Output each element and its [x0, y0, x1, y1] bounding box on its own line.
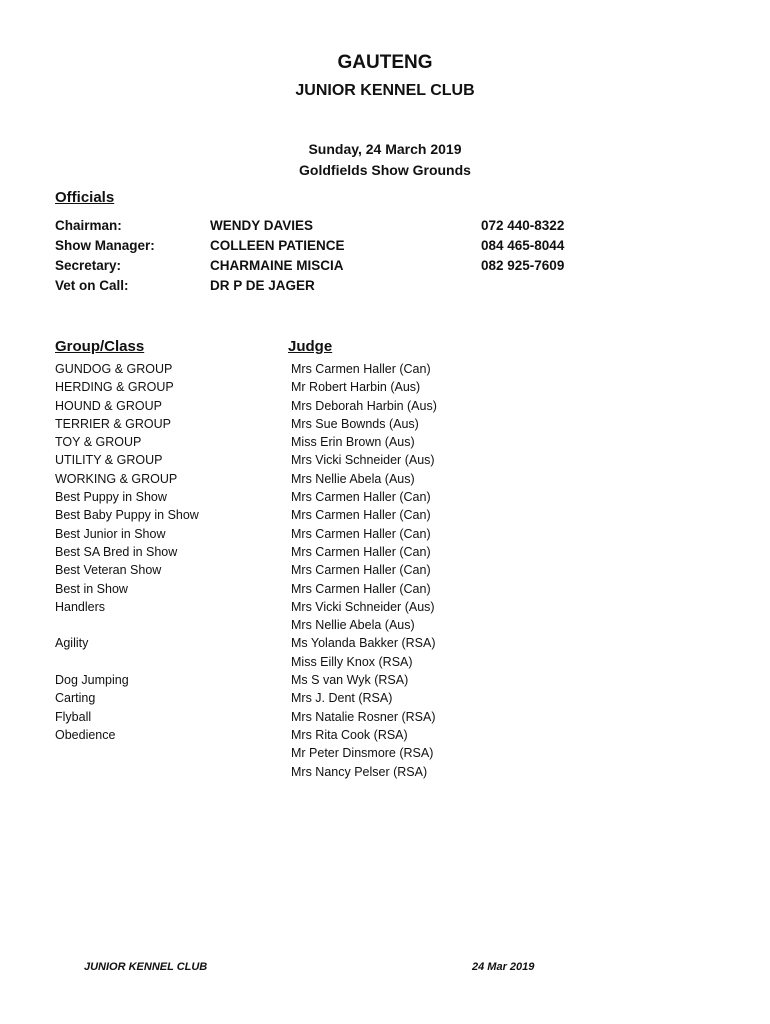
- judge-item: Miss Eilly Knox (RSA): [291, 654, 413, 669]
- group-class-item: Best SA Bred in Show: [55, 544, 178, 559]
- group-class-item: Agility: [55, 636, 89, 651]
- group-class-item: Best Puppy in Show: [55, 490, 167, 505]
- judge-item: Mrs Carmen Haller (Can): [291, 508, 431, 523]
- group-class-item: TERRIER & GROUP: [55, 416, 171, 431]
- official-row-secretary: [0, 258, 770, 278]
- judge-item: Mrs Nellie Abela (Aus): [291, 471, 415, 486]
- club-name: JUNIOR KENNEL CLUB: [295, 82, 475, 99]
- group-class-item: Best Veteran Show: [55, 563, 162, 578]
- group-class-item: HERDING & GROUP: [55, 380, 174, 395]
- judge-item: Mrs Vicki Schneider (Aus): [291, 453, 435, 468]
- official-role: Chairman:: [55, 218, 122, 233]
- judge-item: Mrs Carmen Haller (Can): [291, 544, 431, 559]
- group-class-item: Best Junior in Show: [55, 526, 166, 541]
- judge-item: Mrs J. Dent (RSA): [291, 691, 393, 706]
- official-role: Vet on Call:: [55, 278, 129, 293]
- judge-item: Mr Robert Harbin (Aus): [291, 380, 421, 395]
- official-row-show-manager: [0, 238, 770, 258]
- group-class-item: [55, 653, 199, 671]
- judge-item: Mrs Natalie Rosner (RSA): [291, 709, 436, 724]
- group-class-item: Handlers: [55, 599, 106, 614]
- event-date: Sunday, 24 March 2019: [308, 141, 462, 157]
- group-class-item: UTILITY & GROUP: [55, 453, 163, 468]
- footer-date: 24 Mar 2019: [472, 961, 535, 973]
- judge-item: Mrs Nellie Abela (Aus): [291, 618, 415, 633]
- group-class-item: Flyball: [55, 709, 92, 724]
- official-name: WENDY DAVIES: [210, 218, 314, 233]
- event-venue: Goldfields Show Grounds: [299, 162, 471, 178]
- judge-item: Miss Erin Brown (Aus): [291, 435, 415, 450]
- page-title: GAUTENG: [337, 52, 433, 73]
- official-name: COLLEEN PATIENCE: [210, 238, 345, 253]
- official-name: DR P DE JAGER: [210, 278, 315, 293]
- group-class-item: HOUND & GROUP: [55, 398, 162, 413]
- official-phone: 084 465-8044: [481, 238, 565, 253]
- group-class-item: GUNDOG & GROUP: [55, 362, 173, 376]
- group-class-item: TOY & GROUP: [55, 435, 142, 450]
- judge-item: Mrs Rita Cook (RSA): [291, 727, 408, 742]
- official-phone: 072 440-8322: [481, 218, 565, 233]
- group-class-item: Best Baby Puppy in Show: [55, 508, 199, 523]
- official-role: Secretary:: [55, 258, 122, 273]
- group-class-item: Obedience: [55, 727, 116, 742]
- group-class-item: Carting: [55, 691, 96, 706]
- group-class-item: [55, 616, 199, 634]
- judge-item: Mrs Carmen Haller (Can): [291, 563, 431, 578]
- official-name: CHARMAINE MISCIA: [210, 258, 344, 273]
- group-class-list: [55, 360, 199, 744]
- judge-item: Mrs Sue Bownds (Aus): [291, 416, 419, 431]
- judge-item: Mrs Nancy Pelser (RSA): [291, 764, 428, 779]
- judge-item: Mrs Vicki Schneider (Aus): [291, 599, 435, 614]
- judge-item: Mrs Carmen Haller (Can): [291, 526, 431, 541]
- officials-heading: Officials: [55, 189, 115, 206]
- judge-heading: Judge: [288, 338, 333, 355]
- group-class-heading: Group/Class: [55, 338, 145, 355]
- judge-item: Ms Yolanda Bakker (RSA): [291, 636, 436, 651]
- group-class-item: Dog Jumping: [55, 673, 129, 688]
- official-phone: 082 925-7609: [481, 258, 565, 273]
- official-row-vet: [0, 278, 770, 298]
- judge-item: Ms S van Wyk (RSA): [291, 673, 409, 688]
- judge-item: Mrs Carmen Haller (Can): [291, 581, 431, 596]
- judge-item: Mr Peter Dinsmore (RSA): [291, 746, 434, 761]
- judge-item: Mrs Carmen Haller (Can): [291, 490, 431, 505]
- official-row-chairman: [0, 218, 770, 238]
- official-role: Show Manager:: [55, 238, 155, 253]
- group-class-item: Best in Show: [55, 581, 128, 596]
- judge-item: Mrs Carmen Haller (Can): [291, 362, 431, 376]
- footer-club-name: JUNIOR KENNEL CLUB: [84, 961, 208, 973]
- judge-item: Mrs Deborah Harbin (Aus): [291, 398, 437, 413]
- judge-list: [291, 360, 437, 781]
- group-class-item: WORKING & GROUP: [55, 471, 178, 486]
